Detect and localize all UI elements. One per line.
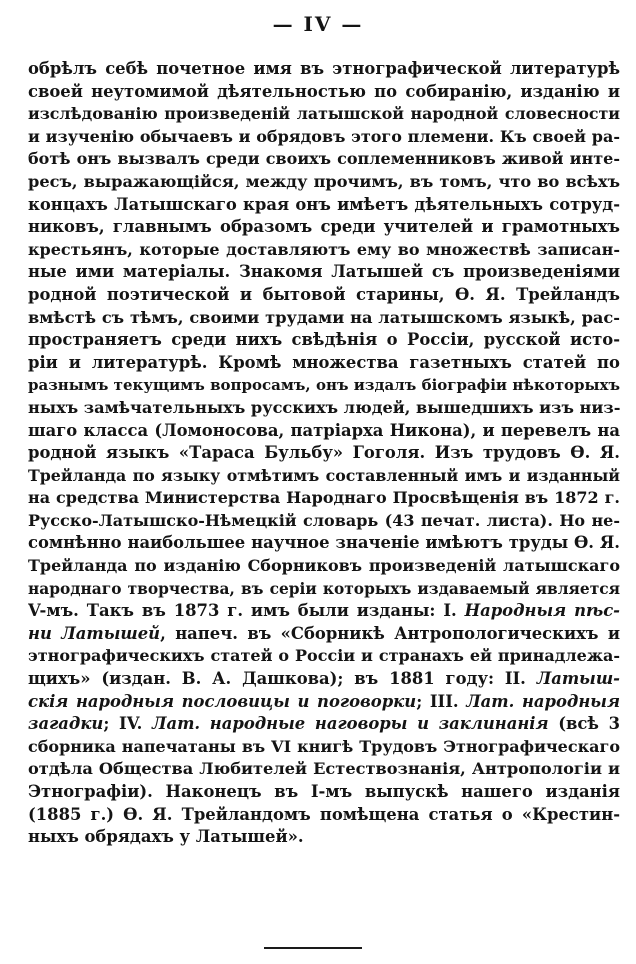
text-segment: ; IV. <box>103 714 152 734</box>
text-line <box>28 781 620 804</box>
text-segment: отдѣла Общества Любителей Естествознанія, Антропологіи и <box>28 759 620 779</box>
text-line <box>28 442 620 465</box>
text-segment: родной поэтической и бытовой старины, Ѳ. Я. Трейландъ <box>28 284 620 304</box>
text-segment: этнографическихъ статей о Россіи и странахъ ей принадлежа- <box>28 646 620 666</box>
text-segment: сборника напечатаны въ VI книгѣ Трудовъ Этнографическаго <box>28 736 620 756</box>
text-segment: концахъ Латышскаго края онъ имѣетъ дѣятельныхъ сотруд- <box>28 194 620 214</box>
text-segment: Трейланда по изданію Сборниковъ произведеній латышскаго <box>28 556 620 576</box>
text-line <box>28 826 620 849</box>
text-segment: своей неутомимой дѣятельностью по собиранію, изданію и <box>28 81 620 101</box>
text-line <box>28 510 620 533</box>
text-line <box>28 578 620 601</box>
text-segment: щихъ» (издан. В. А. Дашкова); въ 1881 году: II. <box>28 669 537 689</box>
text-segment: разнымъ текущимъ вопросамъ, онъ издалъ біографіи нѣкоторыхъ <box>28 376 620 395</box>
text-line <box>28 374 620 397</box>
text-segment: и изученію обычаевъ и обрядовъ этого племени. Къ своей ра- <box>28 126 620 146</box>
text-segment: пространяетъ среди нихъ свѣдѣнія о Россіи, русской исто- <box>28 330 620 350</box>
text-line <box>28 668 620 691</box>
text-segment: ные ими матеріалы. Знакомя Латышей съ произведеніями <box>28 262 620 282</box>
text-line <box>28 600 620 623</box>
text-line <box>28 81 620 104</box>
text-segment: обрѣлъ себѣ почетное имя въ этнографической литературѣ <box>28 59 620 78</box>
text-line <box>28 216 620 239</box>
body-text <box>28 58 620 849</box>
text-line <box>28 58 620 81</box>
text-segment: ботѣ онъ вызвалъ среди своихъ соплеменниковъ живой инте- <box>28 149 620 169</box>
text-segment: крестьянъ, которые доставляютъ ему во множествѣ записан- <box>28 239 620 259</box>
italic-title-text: скія народныя пословицы и поговорки <box>28 691 417 711</box>
text-line <box>28 397 620 420</box>
text-line <box>28 307 620 330</box>
text-segment: вмѣстѣ съ тѣмъ, своими трудами на латышскомъ языкѣ, рас- <box>28 307 620 327</box>
text-line <box>28 239 620 262</box>
italic-title-text: загадки <box>28 714 104 734</box>
text-segment: ріи и литературѣ. Кромѣ множества газетныхъ статей по <box>28 352 620 372</box>
text-segment: ; III. <box>416 691 467 711</box>
text-line <box>28 804 620 827</box>
text-segment: на средства Министерства Народнаго Просвѣщенія въ 1872 г. <box>28 488 620 508</box>
text-segment: родной языкъ «Тараса Бульбу» Гоголя. Изъ трудовъ Ѳ. Я. <box>28 443 620 463</box>
text-segment: V-мъ. Такъ въ 1873 г. имъ были изданы: I. <box>28 601 465 621</box>
italic-title-text: Лат. народные наговоры и заклинанія <box>151 714 549 734</box>
footer-rule <box>264 947 362 949</box>
text-line <box>28 284 620 307</box>
text-segment: шаго класса (Ломоносова, патріарха Никона), и перевелъ на <box>28 420 620 440</box>
text-line <box>28 420 620 443</box>
text-segment: (1885 г.) Ѳ. Я. Трейландомъ помѣщена статья о «Крестин- <box>28 804 620 824</box>
text-line <box>28 645 620 668</box>
text-segment: сомнѣнно наибольшее научное значеніе имѣютъ труды Ѳ. Я. <box>28 533 620 553</box>
italic-title-text: Латыш- <box>536 669 620 689</box>
text-line <box>28 623 620 646</box>
text-line <box>28 352 620 375</box>
italic-title-text: Народныя пѣс- <box>464 601 620 621</box>
text-line <box>28 261 620 284</box>
text-segment: , напеч. въ «Сборникѣ Антропологическихъ и <box>160 623 620 643</box>
text-segment: изслѣдованію произведеній латышской народной словесности <box>28 104 620 124</box>
text-line <box>28 555 620 578</box>
italic-title-text: Лат. народныя <box>466 691 620 711</box>
text-segment: Этнографіи). Наконецъ въ I-мъ выпускѣ нашего изданія <box>28 782 620 801</box>
text-line <box>28 329 620 352</box>
text-line <box>28 126 620 149</box>
text-segment: ныхъ замѣчательныхъ русскихъ людей, вышедшихъ изъ низ- <box>28 397 620 417</box>
italic-title-text: ни Латышей <box>28 623 161 643</box>
text-segment: ресъ, выражающійся, между прочимъ, въ томъ, что во всѣхъ <box>28 171 620 191</box>
text-line <box>28 758 620 781</box>
text-segment: народнаго творчества, въ серіи которыхъ издаваемый является <box>28 579 620 598</box>
text-line <box>28 103 620 126</box>
text-line <box>28 465 620 488</box>
text-line <box>28 691 620 714</box>
text-segment: (всѣ 3 <box>548 714 620 734</box>
text-line <box>28 532 620 555</box>
text-line <box>28 487 620 510</box>
text-segment: ныхъ обрядахъ у Латышей». <box>28 827 304 847</box>
text-line <box>28 148 620 171</box>
text-segment: никовъ, главнымъ образомъ среди учителей и грамотныхъ <box>28 217 620 237</box>
text-segment: Трейланда по языку отмѣтимъ составленный имъ и изданный <box>28 465 620 485</box>
text-line <box>28 713 620 736</box>
text-line <box>28 171 620 194</box>
text-segment: Русско-Латышско-Нѣмецкій словарь (43 печат. листа). Но не- <box>28 510 620 530</box>
text-line <box>28 736 620 759</box>
text-line <box>28 194 620 217</box>
page-number: — IV — <box>272 12 364 36</box>
